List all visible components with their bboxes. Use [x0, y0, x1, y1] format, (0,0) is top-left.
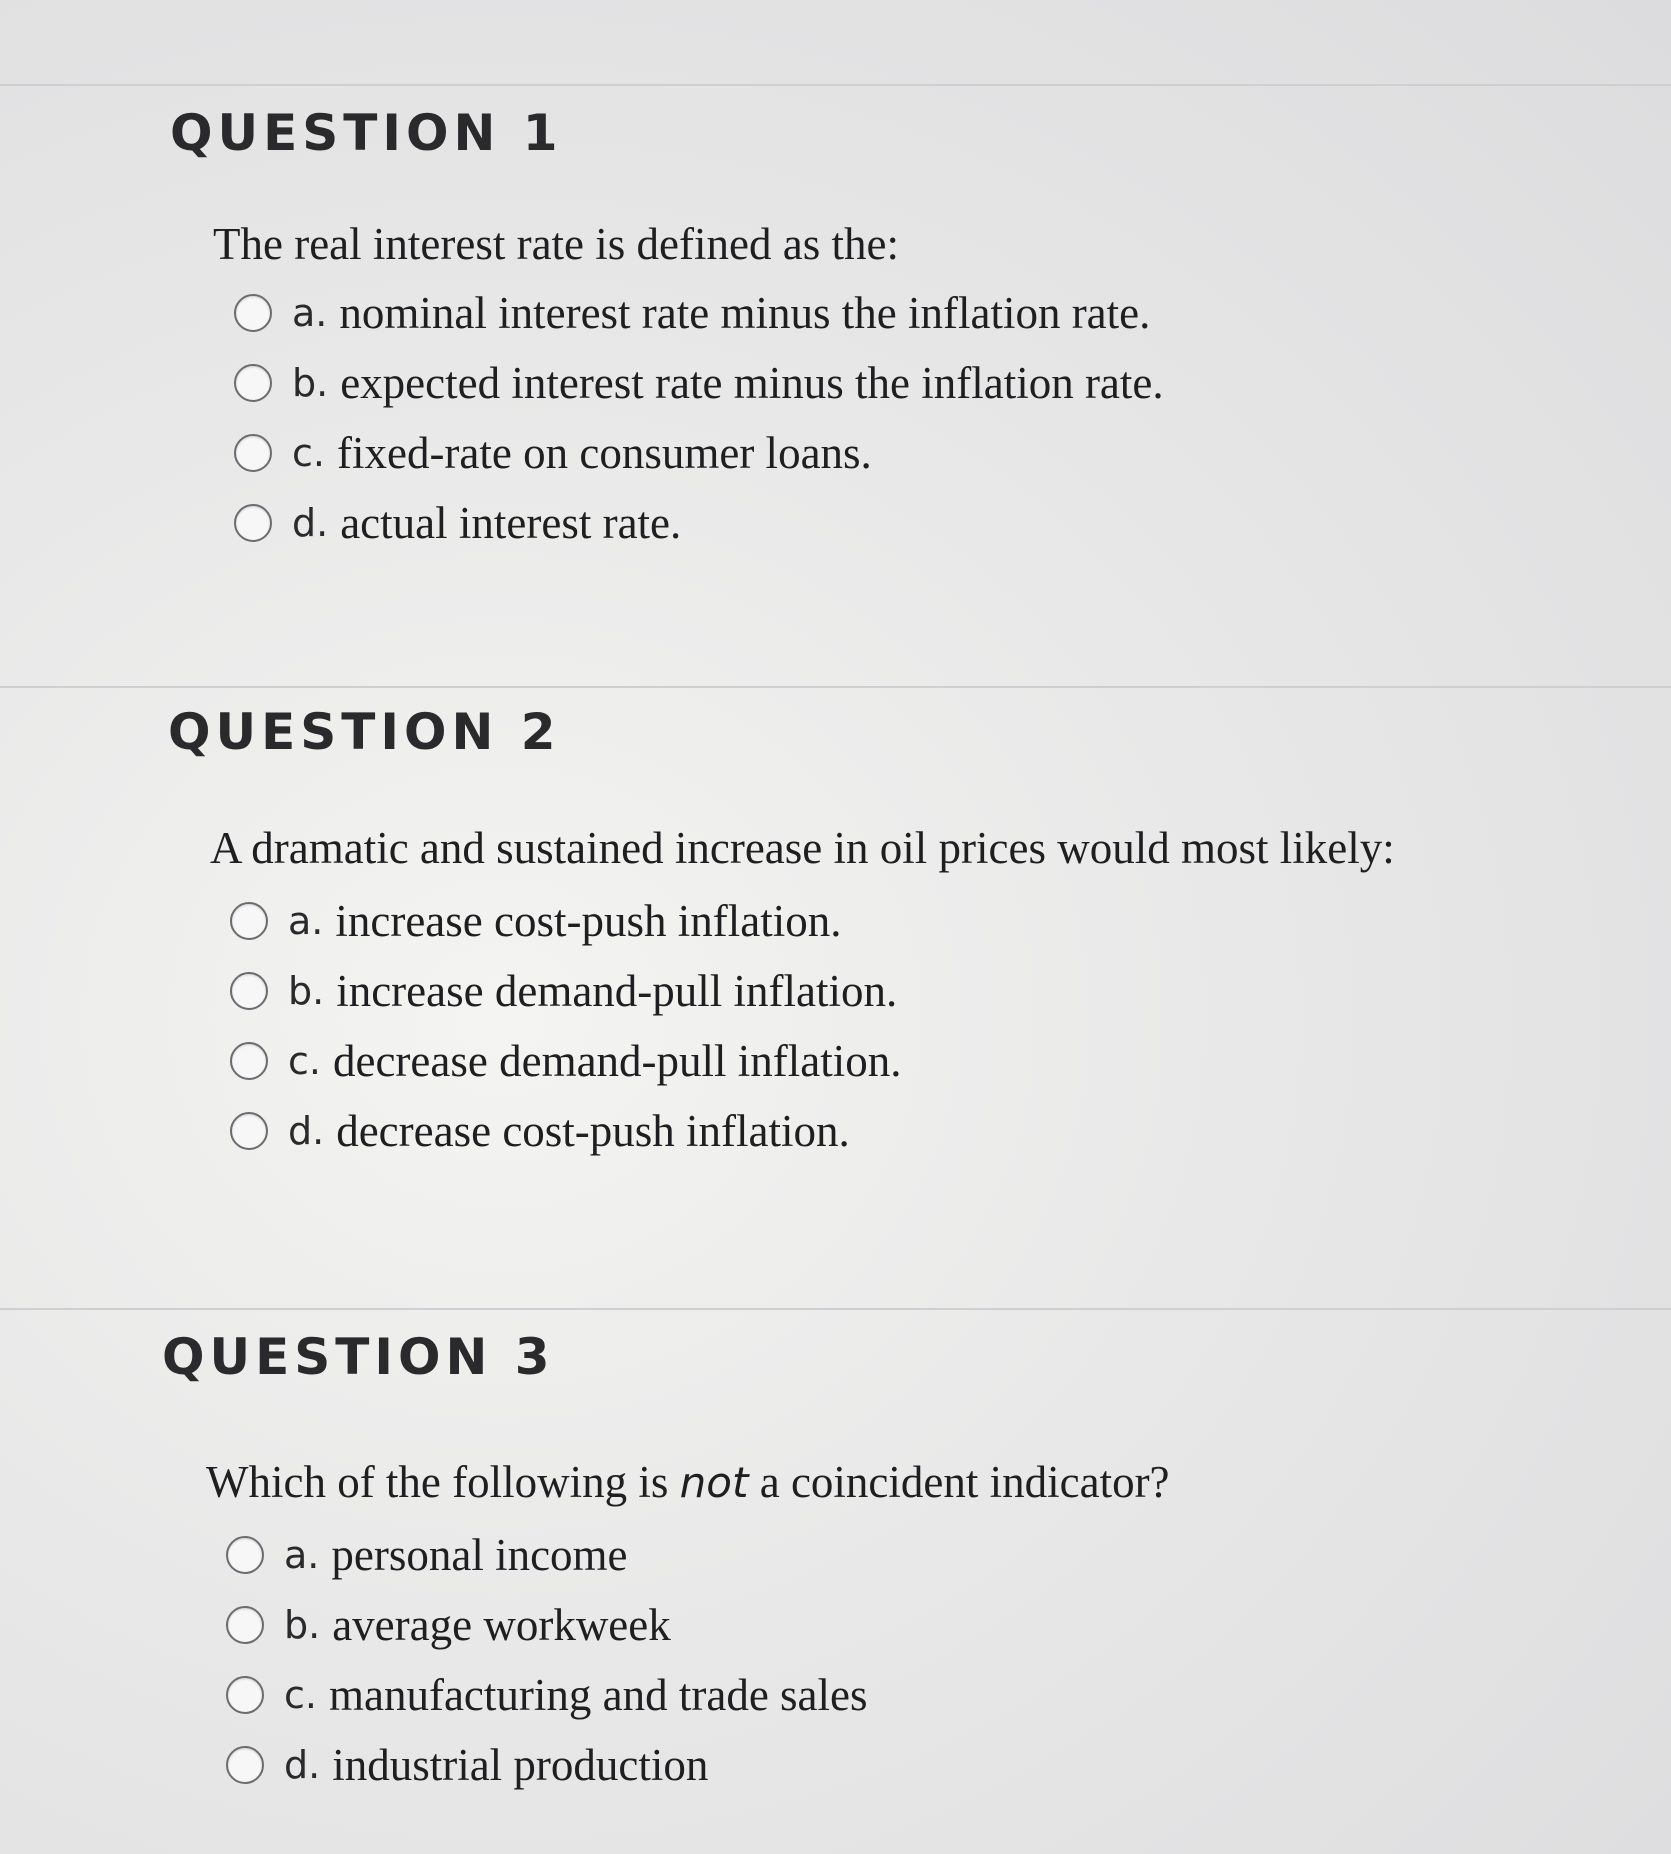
option-text: actual interest rate. — [340, 498, 682, 548]
option-b[interactable] — [234, 348, 1164, 418]
question-divider — [0, 1308, 1671, 1310]
answer-options — [234, 278, 1164, 558]
question-prompt — [210, 822, 1395, 874]
option-d[interactable] — [234, 488, 1164, 558]
radio-button-icon[interactable] — [234, 294, 272, 332]
option-d[interactable] — [230, 1096, 902, 1166]
option-letter: b. — [292, 361, 329, 405]
prompt-text: Which of the following is — [206, 1457, 680, 1507]
option-letter: c. — [288, 1039, 321, 1083]
option-letter: d. — [288, 1109, 325, 1153]
radio-button-icon[interactable] — [230, 902, 268, 940]
radio-button-icon[interactable] — [230, 972, 268, 1010]
option-d[interactable] — [226, 1730, 868, 1800]
option-b[interactable] — [226, 1590, 868, 1660]
radio-button-icon[interactable] — [226, 1746, 264, 1784]
radio-button-icon[interactable] — [234, 504, 272, 542]
question-prompt — [206, 1456, 1170, 1508]
question-prompt — [213, 218, 899, 270]
option-a[interactable] — [230, 886, 902, 956]
option-text: decrease cost-push inflation. — [336, 1106, 850, 1156]
question-divider — [0, 686, 1671, 688]
option-text: fixed-rate on consumer loans. — [336, 428, 872, 478]
prompt-text-end: a coincident indicator? — [748, 1457, 1170, 1507]
question-heading: QUESTION 1 — [170, 104, 563, 162]
option-letter: d. — [292, 501, 329, 545]
option-a[interactable] — [226, 1520, 868, 1590]
option-text: personal income — [331, 1530, 628, 1580]
option-text: expected interest rate minus the inflation rate. — [340, 358, 1164, 408]
answer-options — [226, 1520, 868, 1800]
radio-button-icon[interactable] — [230, 1042, 268, 1080]
option-letter: a. — [284, 1533, 320, 1577]
option-text: industrial production — [332, 1740, 709, 1790]
option-letter: c. — [284, 1673, 317, 1717]
option-letter: b. — [284, 1603, 321, 1647]
option-text: nominal interest rate minus the inflation rate. — [339, 288, 1151, 338]
prompt-emphasis: not — [679, 1458, 749, 1507]
option-letter: c. — [292, 431, 325, 475]
option-c[interactable] — [226, 1660, 868, 1730]
option-text: increase demand-pull inflation. — [336, 966, 898, 1016]
option-c[interactable] — [234, 418, 1164, 488]
radio-button-icon[interactable] — [226, 1536, 264, 1574]
option-text: manufacturing and trade sales — [328, 1670, 868, 1720]
radio-button-icon[interactable] — [234, 364, 272, 402]
radio-button-icon[interactable] — [230, 1112, 268, 1150]
option-c[interactable] — [230, 1026, 902, 1096]
question-heading: QUESTION 3 — [162, 1328, 555, 1386]
answer-options — [230, 886, 902, 1166]
radio-button-icon[interactable] — [226, 1676, 264, 1714]
option-letter: a. — [288, 899, 324, 943]
prompt-text: A dramatic and sustained increase in oil prices would most likely: — [210, 823, 1395, 873]
option-letter: b. — [288, 969, 325, 1013]
radio-button-icon[interactable] — [234, 434, 272, 472]
question-divider — [0, 84, 1671, 86]
option-letter: a. — [292, 291, 328, 335]
radio-button-icon[interactable] — [226, 1606, 264, 1644]
option-text: average workweek — [332, 1600, 671, 1650]
option-a[interactable] — [234, 278, 1164, 348]
option-text: increase cost-push inflation. — [335, 896, 842, 946]
option-letter: d. — [284, 1743, 321, 1787]
question-heading: QUESTION 2 — [168, 703, 561, 761]
option-text: decrease demand-pull inflation. — [332, 1036, 902, 1086]
prompt-text: The real interest rate is defined as the: — [213, 219, 899, 269]
option-b[interactable] — [230, 956, 902, 1026]
